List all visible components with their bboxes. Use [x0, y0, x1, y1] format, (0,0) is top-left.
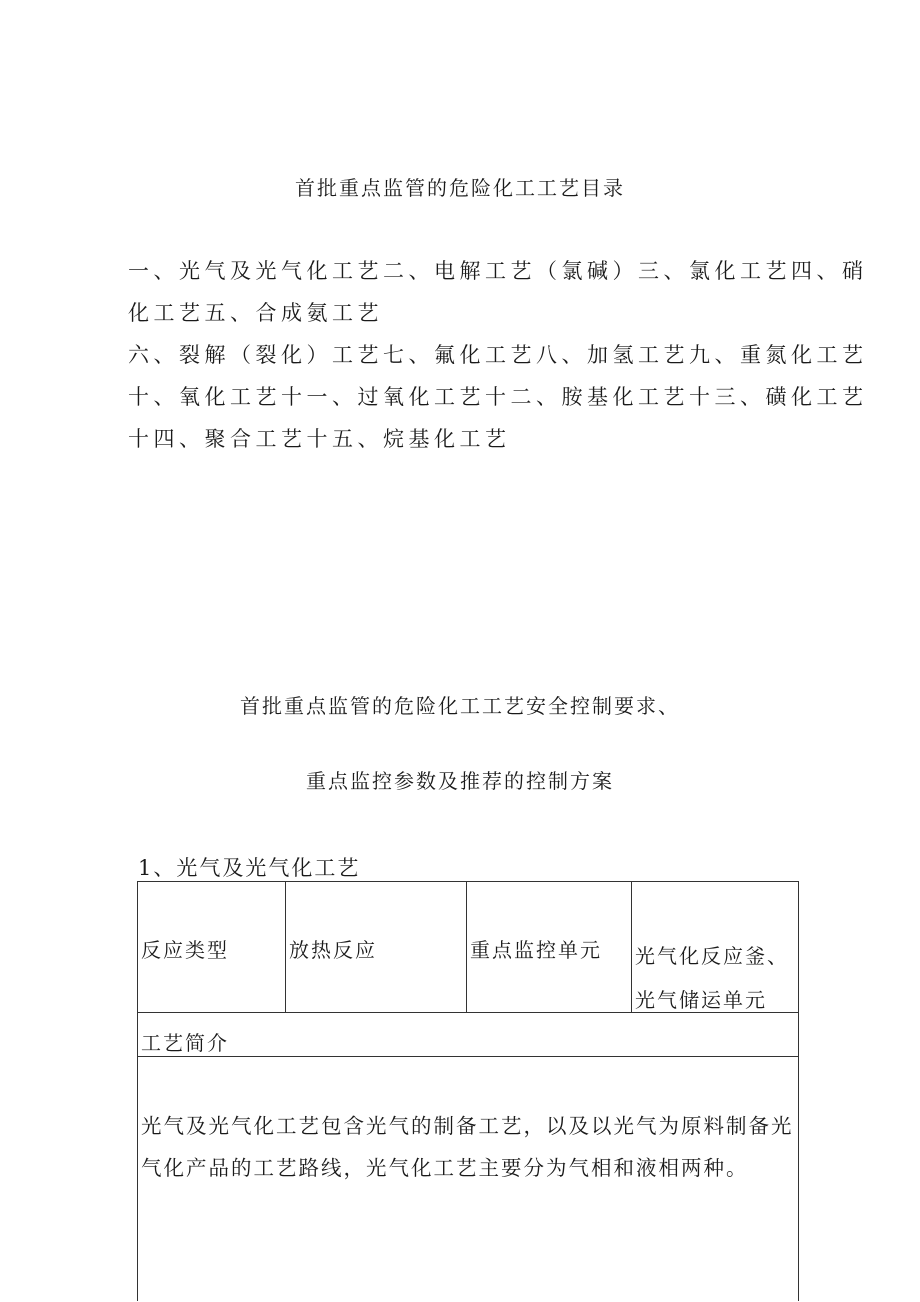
table-row	[138, 882, 798, 1013]
section-title-line1: 首批重点监管的危险化工工艺安全控制要求、	[240, 694, 680, 718]
process-table	[137, 881, 799, 1301]
reaction-type-value-cell	[286, 882, 467, 1012]
section-heading: 1、光气及光气化工艺	[138, 856, 361, 880]
section-title-line2: 重点监控参数及推荐的控制方案	[306, 769, 614, 793]
table-row	[138, 1013, 798, 1057]
reaction-type-value: 放热反应	[289, 938, 377, 962]
monitor-unit-value-cell	[632, 882, 798, 1012]
toc-list	[128, 250, 868, 460]
monitor-unit-label: 重点监控单元	[470, 938, 602, 962]
table-row	[138, 1057, 798, 1302]
intro-text: 光气及光气化工艺包含光气的制备工艺，以及以光气为原料制备光气化产品的工艺路线，光气化工艺主要分为气相和液相两种。	[141, 1114, 794, 1180]
monitor-unit-label-cell	[467, 882, 632, 1012]
toc-line: 化工艺五、合成氨工艺	[128, 301, 383, 325]
toc-title: 首批重点监管的危险化工工艺目录	[295, 176, 625, 200]
toc-line: 六、裂解（裂化）工艺七、氟化工艺八、加氢工艺九、重氮化工艺	[128, 343, 868, 367]
reaction-type-label: 反应类型	[141, 938, 229, 962]
toc-line: 一、光气及光气化工艺二、电解工艺（氯碱）三、氯化工艺四、硝	[128, 259, 868, 283]
monitor-unit-value: 光气化反应釜、光气储运单元	[635, 944, 789, 1012]
intro-label: 工艺简介	[141, 1031, 229, 1055]
toc-line: 十四、聚合工艺十五、烷基化工艺	[128, 427, 511, 451]
toc-line: 十、氧化工艺十一、过氧化工艺十二、胺基化工艺十三、磺化工艺	[128, 385, 868, 409]
reaction-type-label-cell	[138, 882, 286, 1012]
